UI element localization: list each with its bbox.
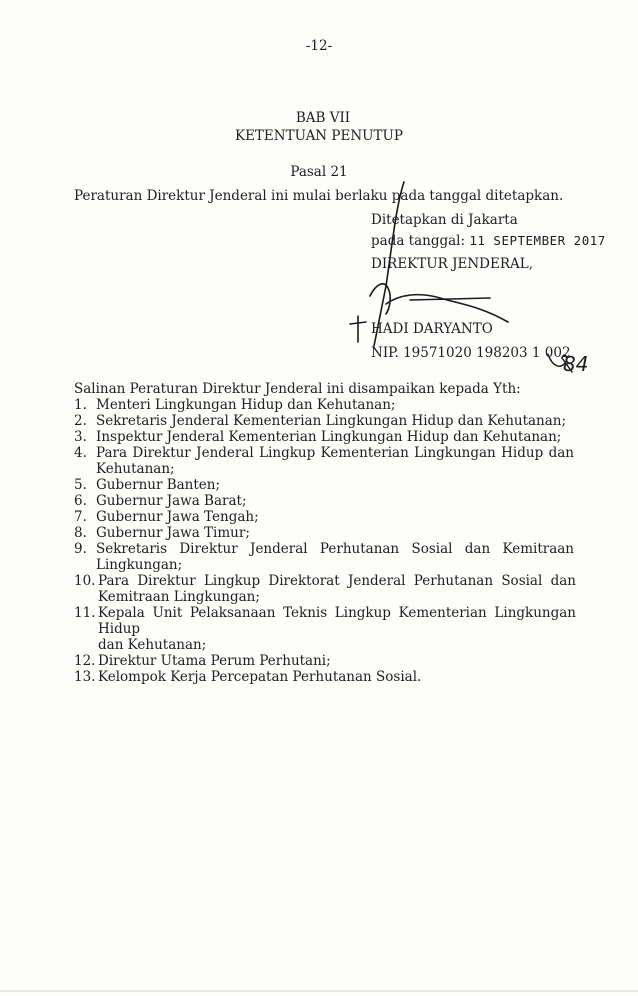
article-heading: Pasal 21 — [290, 164, 348, 180]
chapter-title: KETENTUAN PENUTUP — [234, 128, 404, 144]
signatory-office: DIREKTUR JENDERAL, — [371, 256, 534, 272]
chapter-heading: BAB VII — [295, 110, 351, 126]
signatory-name: HADI DARYANTO — [371, 321, 493, 337]
copies-intro: Salinan Peraturan Direktur Jenderal ini disampaikan kepada Yth: — [74, 381, 521, 397]
enactment-date-label: pada tanggal: — [371, 233, 466, 249]
enactment-place: Ditetapkan di Jakarta — [371, 212, 518, 228]
recipient-item: 7. Gubernur Jawa Tengah; — [74, 509, 259, 525]
recipient-item: 6. Gubernur Jawa Barat; — [74, 493, 247, 509]
recipient-item: 8. Gubernur Jawa Timur; — [74, 525, 250, 541]
recipient-item: 12. Direktur Utama Perum Perhutani; — [74, 653, 331, 669]
recipient-item: 4. Para Direktur Jenderal Lingkup Kementerian Lingkungan Hidup dan Kehutanan; — [74, 445, 574, 477]
page-number: -12- — [305, 38, 333, 54]
recipient-list — [74, 397, 576, 685]
recipient-item: 5. Gubernur Banten; — [74, 477, 221, 493]
article-text: Peraturan Direktur Jenderal ini mulai berlaku pada tanggal ditetapkan. — [74, 188, 564, 204]
signatory-nip: NIP. 19571020 198203 1 002 — [371, 345, 571, 361]
recipient-item: 9. Sekretaris Direktur Jenderal Perhutanan Sosial dan Kemitraan Lingkungan; — [74, 541, 574, 573]
recipient-item: 3. Inspektur Jenderal Kementerian Lingkungan Hidup dan Kehutanan; — [74, 429, 562, 445]
handwritten-annotation: 84 — [563, 352, 589, 376]
recipient-item: 13. Kelompok Kerja Percepatan Perhutanan Sosial. — [74, 669, 422, 685]
recipient-item: 10. Para Direktur Lingkup Direktorat Jenderal Perhutanan Sosial dan Kemitraan Lingkungan; — [74, 573, 576, 605]
enactment-date-value: 11 SEPTEMBER 2017 — [469, 233, 606, 248]
recipient-item: 11. Kepala Unit Pelaksanaan Teknis Lingkup Kementerian Lingkungan Hidup dan Kehutanan; — [74, 605, 576, 653]
recipient-item: 1. Menteri Lingkungan Hidup dan Kehutanan; — [74, 397, 396, 413]
recipient-item: 2. Sekretaris Jenderal Kementerian Lingkungan Hidup dan Kehutanan; — [74, 413, 567, 429]
page-bottom-edge — [0, 990, 638, 992]
